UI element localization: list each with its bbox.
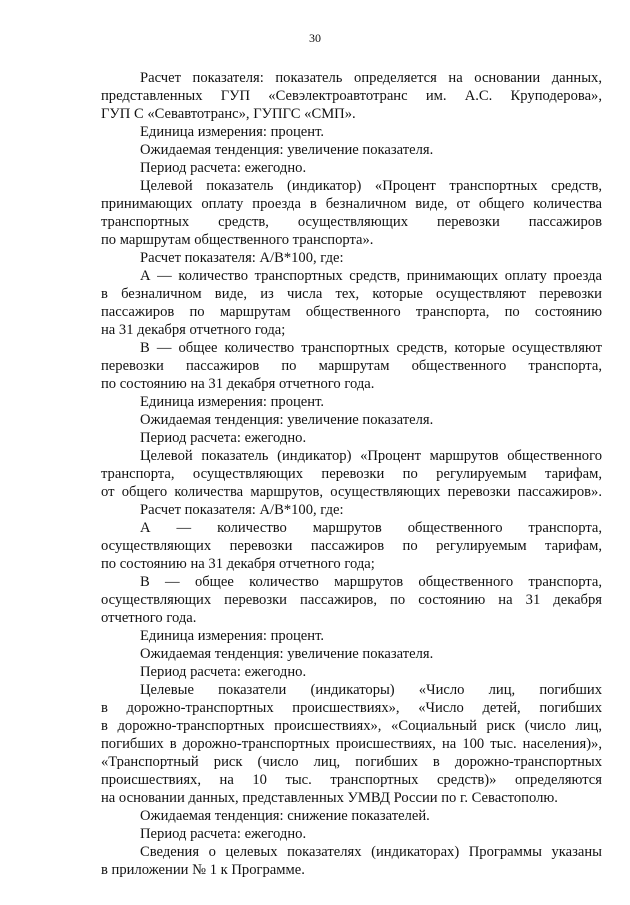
- text-line: Расчет показателя: А/В*100, где:: [140, 250, 344, 266]
- text-line: А — количество транспортных средств, принимающих оплату проезда: [140, 268, 602, 284]
- text-line: представленных ГУП «Севэлектроавтотранс им. А.С. Круподерова»,: [101, 88, 602, 104]
- text-line: перевозки пассажиров по маршрутам общественного транспорта,: [101, 358, 602, 374]
- text-line: Период расчета: ежегодно.: [140, 826, 307, 842]
- text-line: погибших в дорожно-транспортных происшествиях, на 100 тыс. населения)»,: [101, 736, 602, 752]
- text-line: Период расчета: ежегодно.: [140, 160, 307, 176]
- text-line: Ожидаемая тенденция: увеличение показателя.: [140, 646, 434, 662]
- text-line: отчетного года.: [101, 610, 197, 626]
- text-line: в дорожно-транспортных происшествиях», «Число детей, погибших: [101, 700, 602, 716]
- text-line: Период расчета: ежегодно.: [140, 430, 307, 446]
- text-line: Целевой показатель (индикатор) «Процент транспортных средств,: [140, 178, 602, 194]
- text-line: транспорта, осуществляющих перевозки по регулируемым тарифам,: [101, 466, 602, 482]
- text-line: В — общее количество транспортных средств, которые осуществляют: [140, 340, 602, 356]
- text-line: осуществляющих перевозки пассажиров по регулируемым тарифам,: [101, 538, 602, 554]
- text-line: А — количество маршрутов общественного транспорта,: [140, 520, 602, 536]
- text-line: на основании данных, представленных УМВД России по г. Севастополю.: [101, 790, 558, 806]
- text-line: «Транспортный риск (число лиц, погибших в дорожно-транспортных: [101, 754, 602, 770]
- text-line: в приложении № 1 к Программе.: [101, 862, 305, 878]
- text-line: Целевые показатели (индикаторы) «Число лиц, погибших: [140, 682, 602, 698]
- text-line: на 31 декабря отчетного года;: [101, 322, 286, 338]
- text-line: В — общее количество маршрутов общественного транспорта,: [140, 574, 602, 590]
- text-line: Период расчета: ежегодно.: [140, 664, 307, 680]
- text-line: пассажиров по маршрутам общественного транспорта, по состоянию: [101, 304, 602, 320]
- text-line: транспортных средств, осуществляющих перевозки пассажиров: [101, 214, 602, 230]
- text-line: происшествиях, на 10 тыс. транспортных средств)» определяются: [101, 772, 602, 788]
- text-line: от общего количества маршрутов, осуществляющих перевозки пассажиров».: [101, 484, 602, 500]
- text-line: по состоянию на 31 декабря отчетного года;: [101, 556, 375, 572]
- text-line: Расчет показателя: показатель определяется на основании данных,: [140, 70, 602, 86]
- text-line: Единица измерения: процент.: [140, 124, 325, 140]
- text-line: Сведения о целевых показателях (индикаторах) Программы указаны: [140, 844, 602, 860]
- text-line: по маршрутам общественного транспорта».: [101, 232, 374, 248]
- text-line: Расчет показателя: А/В*100, где:: [140, 502, 344, 518]
- text-line: принимающих оплату проезда в безналичном виде, от общего количества: [101, 196, 602, 212]
- text-line: Целевой показатель (индикатор) «Процент маршрутов общественного: [140, 448, 602, 464]
- text-line: Ожидаемая тенденция: увеличение показателя.: [140, 142, 434, 158]
- text-line: ГУП С «Севавтотранс», ГУПГС «СМП».: [101, 106, 356, 122]
- text-line: в дорожно-транспортных происшествиях», «Социальный риск (число лиц,: [101, 718, 602, 734]
- text-line: Единица измерения: процент.: [140, 394, 325, 410]
- text-line: в безналичном виде, из числа тех, которые осуществляют перевозки: [101, 286, 602, 302]
- text-line: по состоянию на 31 декабря отчетного года.: [101, 376, 375, 392]
- text-line: Ожидаемая тенденция: снижение показателей.: [140, 808, 430, 824]
- text-line: Ожидаемая тенденция: увеличение показателя.: [140, 412, 434, 428]
- text-line: осуществляющих перевозки пассажиров, по состоянию на 31 декабря: [101, 592, 602, 608]
- text-line: Единица измерения: процент.: [140, 628, 325, 644]
- page-number: 30: [309, 31, 321, 45]
